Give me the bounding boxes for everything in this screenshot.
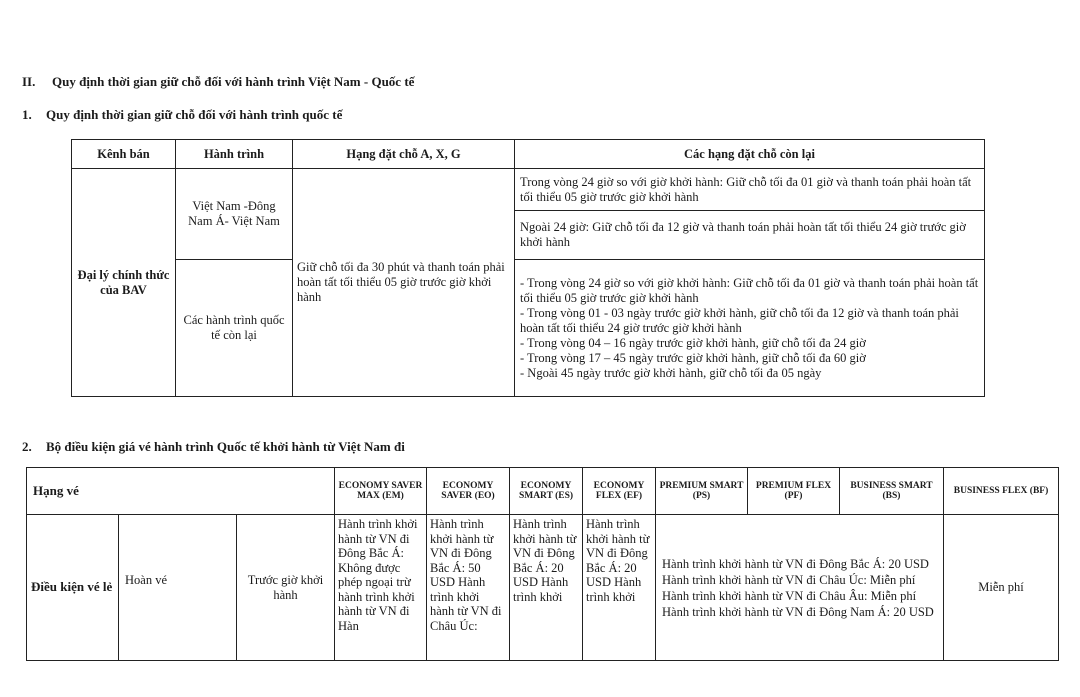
sea-rule-beyond-24h: Ngoài 24 giờ: Giữ chỗ tối đa 12 giờ và thanh toán phải hoàn tất tối thiểu 24 giờ trước giờ khởi hành: [515, 211, 985, 260]
other-rule-line: - Trong vòng 17 – 45 ngày trước giờ khởi hành, giữ chỗ tối đa 60 giờ: [520, 350, 866, 365]
header-axg: Hạng đặt chỗ A, X, G: [293, 140, 515, 169]
fare-class-em: ECONOMY SAVER MAX (EM): [335, 468, 427, 515]
sea-rule-within-24h: Trong vòng 24 giờ so với giờ khởi hành: Giữ chỗ tối đa 01 giờ và thanh toán phải hoàn tất tối thiểu 05 giờ trước giờ khởi hành: [515, 169, 985, 211]
fare-class-label: Hạng vé: [27, 468, 335, 515]
section-title: Quy định thời gian giữ chỗ đối với hành trình Việt Nam - Quốc tế: [52, 74, 415, 89]
em-cell: [335, 515, 427, 661]
sub1-title: Quy định thời gian giữ chỗ đối với hành trình quốc tế: [46, 107, 343, 122]
fare-class-bs: BUSINESS SMART (BS): [840, 468, 944, 515]
eo-text: Hành trình khởi hành từ VN đi Đông Bắc Á: 50 USD Hành trình khởi hành từ VN đi Châu Úc:: [430, 517, 502, 633]
sub1-number: 1.: [22, 107, 32, 122]
eo-cell: [427, 515, 510, 661]
header-other-classes: Các hạng đặt chỗ còn lại: [515, 140, 985, 169]
premium-line: Hành trình khởi hành từ VN đi Châu Âu: Miễn phí: [662, 588, 917, 603]
header-route: Hành trình: [176, 140, 293, 169]
ef-cell: [583, 515, 656, 661]
sub2-heading: [22, 439, 405, 455]
premium-line: Hành trình khởi hành từ VN đi Châu Úc: Miễn phí: [662, 572, 916, 587]
condition-label: Điều kiện vé lẻ: [27, 515, 119, 661]
timing-label: Trước giờ khởi hành: [237, 515, 335, 661]
fare-class-ps: PREMIUM SMART (PS): [656, 468, 748, 515]
sub1-heading: [22, 107, 342, 123]
route-other: Các hành trình quốc tế còn lại: [176, 260, 293, 397]
channel-cell: Đại lý chính thức của BAV: [72, 169, 176, 397]
premium-line: Hành trình khởi hành từ VN đi Đông Bắc Á: 20 USD: [662, 556, 929, 571]
es-text: Hành trình khởi hành từ VN đi Đông Bắc Á: 20 USD Hành trình khởi: [513, 517, 577, 604]
axg-rule: Giữ chỗ tối đa 30 phút và thanh toán phải hoàn tất tối thiểu 05 giờ trước giờ khởi hành: [293, 169, 515, 397]
fare-class-bf: BUSINESS FLEX (BF): [944, 468, 1059, 515]
other-rule-line: - Ngoài 45 ngày trước giờ khởi hành, giữ chỗ tối đa 05 ngày: [520, 365, 822, 380]
other-rule-line: - Trong vòng 04 – 16 ngày trước giờ khởi hành, giữ chỗ tối đa 24 giờ: [520, 335, 866, 350]
refund-text: Hoàn vé: [125, 573, 167, 588]
sub2-number: 2.: [22, 439, 32, 454]
fare-class-es: ECONOMY SMART (ES): [510, 468, 583, 515]
fare-conditions-table: [26, 467, 1059, 661]
header-channel: Kênh bán: [72, 140, 176, 169]
other-rule-line: - Trong vòng 01 - 03 ngày trước giờ khởi hành, giữ chỗ tối đa 12 giờ và thanh toán phải hoàn tất tối thiểu 24 giờ trước giờ khởi hành: [520, 305, 959, 335]
premium-line: Hành trình khởi hành từ VN đi Đông Nam Á: 20 USD: [662, 604, 934, 619]
ef-text: Hành trình khởi hành từ VN đi Đông Bắc Á: 20 USD Hành trình khởi: [586, 517, 650, 604]
em-text: Hành trình khởi hành từ VN đi Đông Bắc Á: Không được phép ngoại trừ hành trình khởi hành từ VN đi Hàn: [338, 517, 418, 633]
refund-label: [119, 515, 237, 661]
section-heading: [22, 74, 414, 90]
section-number: II.: [22, 74, 36, 89]
other-rule-line: - Trong vòng 24 giờ so với giờ khởi hành: Giữ chỗ tối đa 01 giờ và thanh toán phải hoàn tất tối thiểu 05 giờ trước giờ khởi hành: [520, 275, 979, 305]
fare-class-eo: ECONOMY SAVER (EO): [427, 468, 510, 515]
fare-class-ef: ECONOMY FLEX (EF): [583, 468, 656, 515]
other-rules: [515, 260, 985, 397]
sub2-title: Bộ điều kiện giá vé hành trình Quốc tế khởi hành từ Việt Nam đi: [46, 439, 405, 454]
bf-cell: Miễn phí: [944, 515, 1059, 661]
route-sea: Việt Nam -Đông Nam Á- Việt Nam: [176, 169, 293, 260]
es-cell: [510, 515, 583, 661]
premium-business-cell: [656, 515, 944, 661]
hold-time-table: [71, 139, 985, 397]
fare-class-pf: PREMIUM FLEX (PF): [748, 468, 840, 515]
